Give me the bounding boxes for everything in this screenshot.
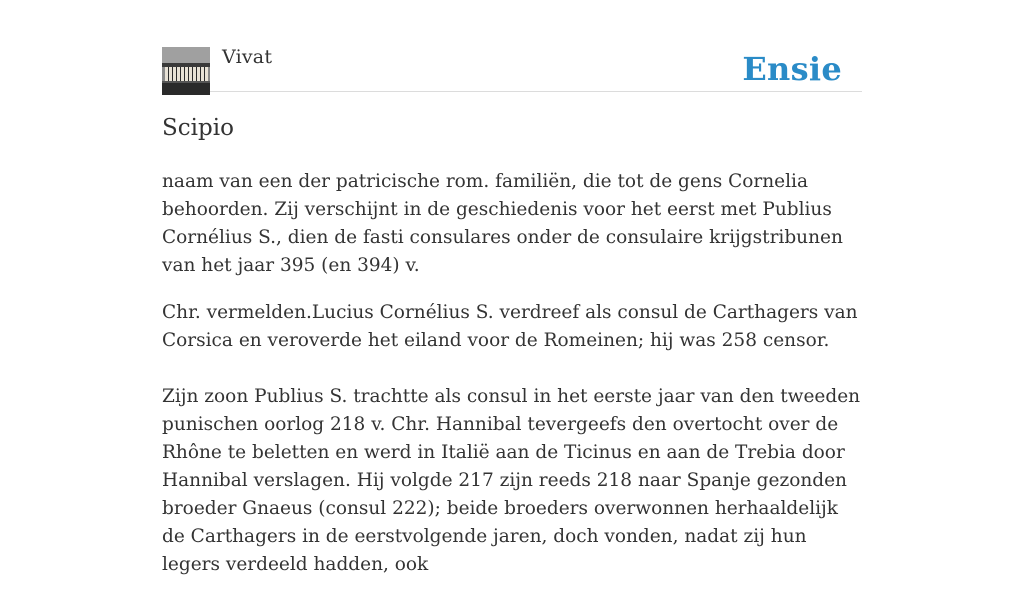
paragraph: Zijn zoon Publius S. trachtte als consul in het eerste jaar van den tweeden punischen oorlog 218 v. Chr. Hannibal tevergeefs den overtocht over de Rhône te beletten en werd in Italië aan de Ticinus en aan de Trebia door Hannibal verslagen. Hij volgde 217 zijn reeds 218 naar Spanje gezonden broeder Gnaeus (consul 222); beide broeders overwonnen herhaaldelijk de Carthagers in de eerstvolgende jaren, doch vonden, nadat zij hun legers verdeeld hadden, ook [162, 386, 861, 575]
bookshelf-avatar-icon[interactable] [162, 47, 210, 95]
author-name[interactable]: Vivat [222, 46, 273, 68]
article-page [162, 0, 862, 575]
paragraph: naam van een der patricische rom. familiën, die tot de gens Cornelia behoorden. Zij verschijnt in de geschiedenis voor het eerst met Publius Cornélius S., dien de fasti consulares onder de consulaire krijgstribunen van het jaar 395 (en 394) v. [162, 171, 843, 276]
page-title: Scipio [162, 115, 234, 141]
article-body [162, 168, 862, 598]
header [162, 0, 862, 92]
paragraph: Chr. vermelden.Lucius Cornélius S. verdreef als consul de Carthagers van Corsica en veroverde het eiland voor de Romeinen; hij was 258 censor. [162, 302, 858, 351]
brand-logo[interactable]: Ensie [742, 50, 842, 88]
